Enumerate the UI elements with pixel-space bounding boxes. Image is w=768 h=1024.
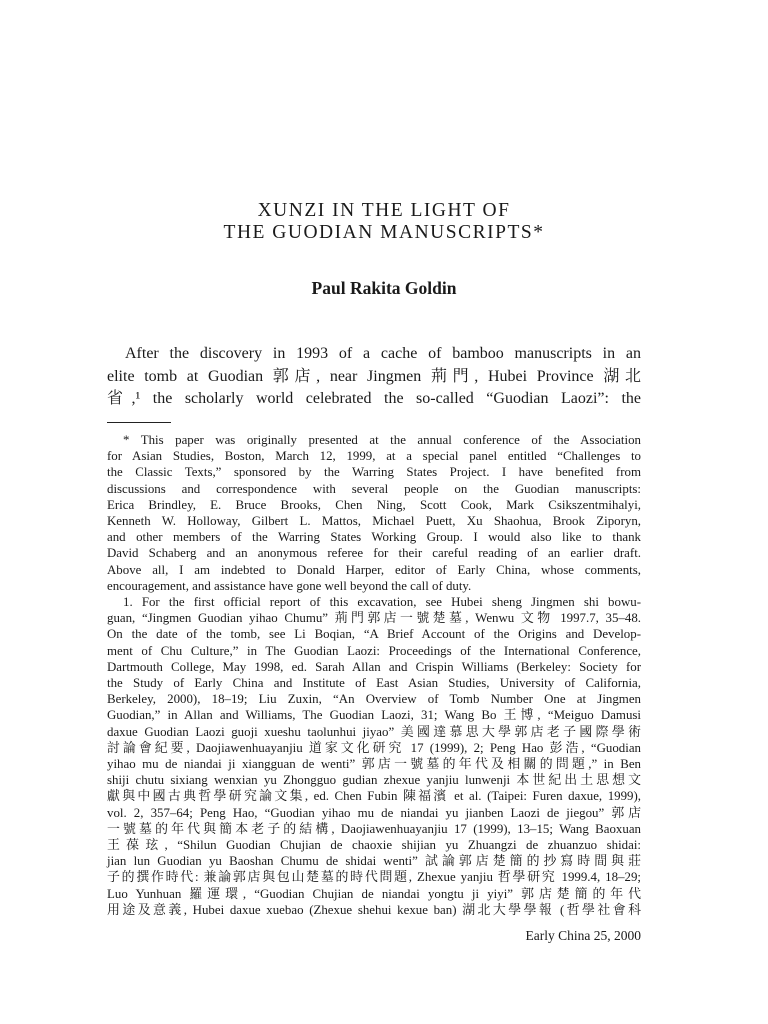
- footnote-line: daxue Guodian Laozi guoji xueshu taolunhui jiyao” 美國達慕思大學郭店老子國際學術: [107, 724, 641, 739]
- footnote-line: 王葆玹, “Shilun Guodian Chujian de chaoxie shijian yu Zhuangzi de zhuanzuo shidai:: [107, 838, 641, 853]
- footnote-1: [107, 594, 641, 918]
- footnote-line: Dartmouth College, May 1998, ed. Sarah Allan and Crispin Williams (Berkeley: Society for: [107, 659, 641, 674]
- footnote-line: 一號墓的年代與簡本老子的結構, Daojiawenhuayanjiu 17 (1999), 13–15; Wang Baoxuan: [107, 821, 641, 836]
- article-title-line-1: XUNZI IN THE LIGHT OF: [257, 200, 511, 221]
- footnote-line: Guodian,” in Allan and Williams, The Guodian Laozi, 31; Wang Bo 王博, “Meiguo Damusi: [107, 708, 641, 723]
- footnote-line: 子的撰作時代: 兼論郭店與包山楚墓的時代問題, Zhexue yanjiu 哲學研究 1999.4, 18–29;: [107, 870, 641, 885]
- footnote-line: yihao mu de niandai ji xiangguan de wenti” 郭店一號墓的年代及相關的問題,” in Ben: [107, 757, 641, 772]
- footnote-line: Kenneth W. Holloway, Gilbert L. Mattos, Michael Puett, Xu Shaohua, Brook Ziporyn,: [107, 514, 641, 529]
- footnote-line: jian lun Guodian yu Baoshan Chumu de shidai wenti” 試論郭店楚簡的抄寫時間與莊: [107, 854, 641, 869]
- footnote-line: * This paper was originally presented at the annual conference of the Association: [123, 433, 641, 447]
- author-name: Paul Rakita Goldin: [311, 278, 457, 298]
- footnote-line: Berkeley, 2000), 18–19; Liu Zuxin, “An Overview of Tomb Number One at Jingmen: [107, 692, 641, 707]
- footnote-line: and other members of the Warring States Working Group. I would also like to thank: [107, 530, 641, 545]
- body-paragraph: [107, 343, 641, 411]
- footnote-line: shiji chutu sixiang wenxian yu Zhongguo gudian zhexue yanjiu lunwenji 本世紀出土思想文: [107, 773, 641, 788]
- footnote-line: Luo Yunhuan 羅運環, “Guodian Chujian de niandai yongtu ji yiyi” 郭店楚簡的年代: [107, 886, 641, 901]
- footnote-line: 用途及意義, Hubei daxue xuebao (Zhexue shehui kexue ban) 湖北大學學報 (哲學社會科: [107, 902, 641, 917]
- footnote-line: David Schaberg and an anonymous referee for their careful reading of an earlier draft.: [107, 546, 641, 561]
- footnote-line: On the date of the tomb, see Li Boqian, “A Brief Account of the Origins and Develop-: [107, 627, 641, 642]
- footnote-line: 討論會紀要, Daojiawenhuayanjiu 道家文化研究 17 (1999), 2; Peng Hao 彭浩, “Guodian: [107, 740, 641, 755]
- footnote-line: ment of Chu Culture,” in The Guodian Laozi: Proceedings of the International Conference,: [107, 643, 641, 658]
- footnote-line: for Asian Studies, Boston, March 12, 1999, at a special panel entitled “Challenges to: [107, 449, 641, 464]
- footnote-line: the Classic Texts,” sponsored by the Warring States Project. I have benefited from: [107, 465, 641, 480]
- footnote-star: [107, 432, 641, 594]
- body-line: After the discovery in 1993 of a cache of bamboo manuscripts in an: [125, 345, 641, 362]
- footnote-line: vol. 2, 357–64; Peng Hao, “Guodian yihao mu de niandai yu jianben Laozi de jiegou” 郭店: [107, 805, 641, 820]
- journal-footer: Early China 25, 2000: [525, 928, 641, 943]
- footnote-line: Erica Brindley, E. Bruce Brooks, Chen Ning, Scott Cook, Mark Csikszentmihalyi,: [107, 497, 641, 512]
- footnote-line: the Study of Early China and Institute of East Asian Studies, University of California,: [107, 676, 641, 691]
- footnote-rule: [107, 422, 171, 423]
- footnote-line: 獻與中國古典哲學研究論文集, ed. Chen Fubin 陳福濱 et al. (Taipei: Furen daxue, 1999),: [107, 789, 641, 804]
- footnote-line: encouragement, and assistance have gone well beyond the call of duty.: [107, 578, 472, 593]
- footnote-line: guan, “Jingmen Guodian yihao Chumu” 荊門郭店一號楚墓, Wenwu 文物 1997.7, 35–48.: [107, 611, 641, 626]
- footnote-line: Above all, I am indebted to Donald Harper, editor of Early China, whose comments,: [107, 562, 641, 577]
- body-line: elite tomb at Guodian 郭店, near Jingmen 荊門, Hubei Province 湖北: [107, 367, 641, 385]
- body-line: 省,¹ the scholarly world celebrated the so-called “Guodian Laozi”: the: [107, 390, 641, 407]
- footnote-line: discussions and correspondence with several people on the Guodian manuscripts:: [107, 481, 641, 496]
- article-title-line-2: THE GUODIAN MANUSCRIPTS*: [223, 222, 545, 243]
- footnote-line: 1. For the first official report of this excavation, see Hubei sheng Jingmen shi bowu-: [123, 595, 641, 609]
